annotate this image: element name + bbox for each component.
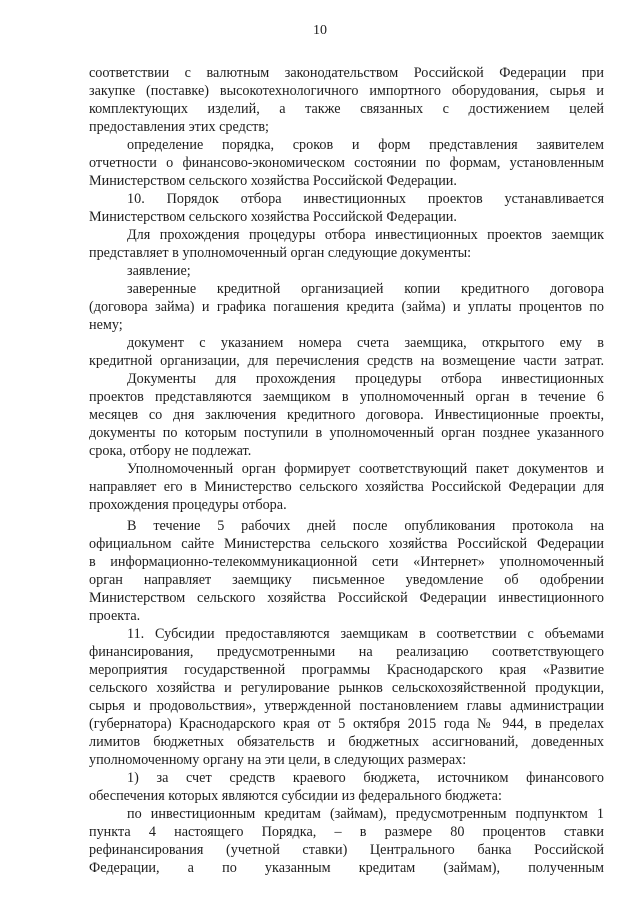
text-line: рефинансирования (учетной ставки) Центрального банка Российской bbox=[89, 842, 604, 858]
text-line: представляет в уполномоченный орган следующие документы: bbox=[89, 245, 472, 261]
text-line: лимитов бюджетных обязательств и бюджетных ассигнований, доведенных bbox=[89, 734, 604, 750]
text-line: Федерации, а по указанным кредитам (займам), полученным bbox=[89, 860, 604, 876]
text-line: В течение 5 рабочих дней после опубликования протокола на bbox=[127, 518, 604, 534]
text-line: Уполномоченный орган формирует соответствующий пакет документов и bbox=[127, 461, 604, 477]
page-number: 10 bbox=[313, 23, 327, 38]
text-line: соответствии с валютным законодательством Российской Федерации при bbox=[89, 65, 604, 81]
text-line: заверенные кредитной организацией копии кредитного договора bbox=[127, 281, 604, 297]
text-line: официальном сайте Министерства сельского хозяйства Российской Федерации bbox=[89, 536, 604, 552]
text-line: (договора займа) и графика погашения кредита (займа) и уплаты процентов по bbox=[89, 299, 604, 315]
text-line: 10. Порядок отбора инвестиционных проектов устанавливается bbox=[127, 191, 604, 207]
document-body bbox=[89, 64, 604, 877]
text-line: Документы для прохождения процедуры отбора инвестиционных bbox=[127, 371, 604, 387]
text-line: закупке (поставке) высокотехнологичного импортного оборудования, сырья и bbox=[89, 83, 604, 99]
text-line: сельского хозяйства и регулирование рынков сельскохозяйственной продукции, bbox=[89, 680, 604, 696]
text-line: документ с указанием номера счета заемщика, открытого ему в bbox=[127, 335, 604, 351]
text-line: кредитной организации, для перечисления средств на возмещение части затрат. bbox=[89, 353, 604, 369]
text-line: заявление; bbox=[127, 263, 191, 279]
text-line: (губернатора) Краснодарского края от 5 октября 2015 года № 944, в пределах bbox=[89, 716, 604, 732]
text-line: мероприятия государственной программы Краснодарского края «Развитие bbox=[89, 662, 604, 678]
text-line: 11. Субсидии предоставляются заемщикам в соответствии с объемами bbox=[127, 626, 604, 642]
text-line: финансирования, предусмотренными на реализацию соответствующего bbox=[89, 644, 604, 660]
text-line: отчетности о финансово-экономическом состоянии по формам, установленным bbox=[89, 155, 604, 171]
text-line: определение порядка, сроков и форм представления заявителем bbox=[127, 137, 604, 153]
text-line: 1) за счет средств краевого бюджета, источником финансового bbox=[127, 770, 604, 786]
text-line: Министерством сельского хозяйства Российской Федерации. bbox=[89, 209, 457, 225]
text-line: месяцев со дня заключения кредитного договора. Инвестиционные проекты, bbox=[89, 407, 604, 423]
text-line: документы по которым поступили в уполномоченный орган позднее указанного bbox=[89, 425, 604, 441]
text-line: комплектующих изделий, а также связанных с достижением целей bbox=[89, 101, 604, 117]
text-line: проекта. bbox=[89, 608, 141, 624]
text-line: сырья и продовольствия», утвержденной постановлением главы администрации bbox=[89, 698, 604, 714]
text-line: по инвестиционным кредитам (займам), предусмотренным подпунктом 1 bbox=[127, 806, 604, 822]
text-line: направляет его в Министерство сельского хозяйства Российской Федерации для bbox=[89, 479, 604, 495]
text-line: нему; bbox=[89, 317, 123, 333]
text-line: срока, отбору не подлежат. bbox=[89, 443, 252, 459]
text-line: Для прохождения процедуры отбора инвестиционных проектов заемщик bbox=[127, 227, 604, 243]
text-line: проектов представляются заемщиком в уполномоченный орган в течение 6 bbox=[89, 389, 604, 405]
text-line: уполномоченному органу на эти цели, в следующих размерах: bbox=[89, 752, 467, 768]
text-line: прохождения процедуры отбора. bbox=[89, 497, 287, 513]
text-line: орган направляет заемщику письменное уведомление об одобрении bbox=[89, 572, 604, 588]
text-line: предоставления этих средств; bbox=[89, 119, 269, 135]
text-line: пункта 4 настоящего Порядка, – в размере 80 процентов ставки bbox=[89, 824, 604, 840]
text-line: в информационно-телекоммуникационной сети «Интернет» уполномоченный bbox=[89, 554, 604, 570]
text-line: Министерством сельского хозяйства Российской Федерации. bbox=[89, 173, 457, 189]
text-line: Министерством сельского хозяйства Российской Федерации инвестиционного bbox=[89, 590, 604, 606]
text-line: обеспечения которых являются субсидии из федерального бюджета: bbox=[89, 788, 502, 804]
